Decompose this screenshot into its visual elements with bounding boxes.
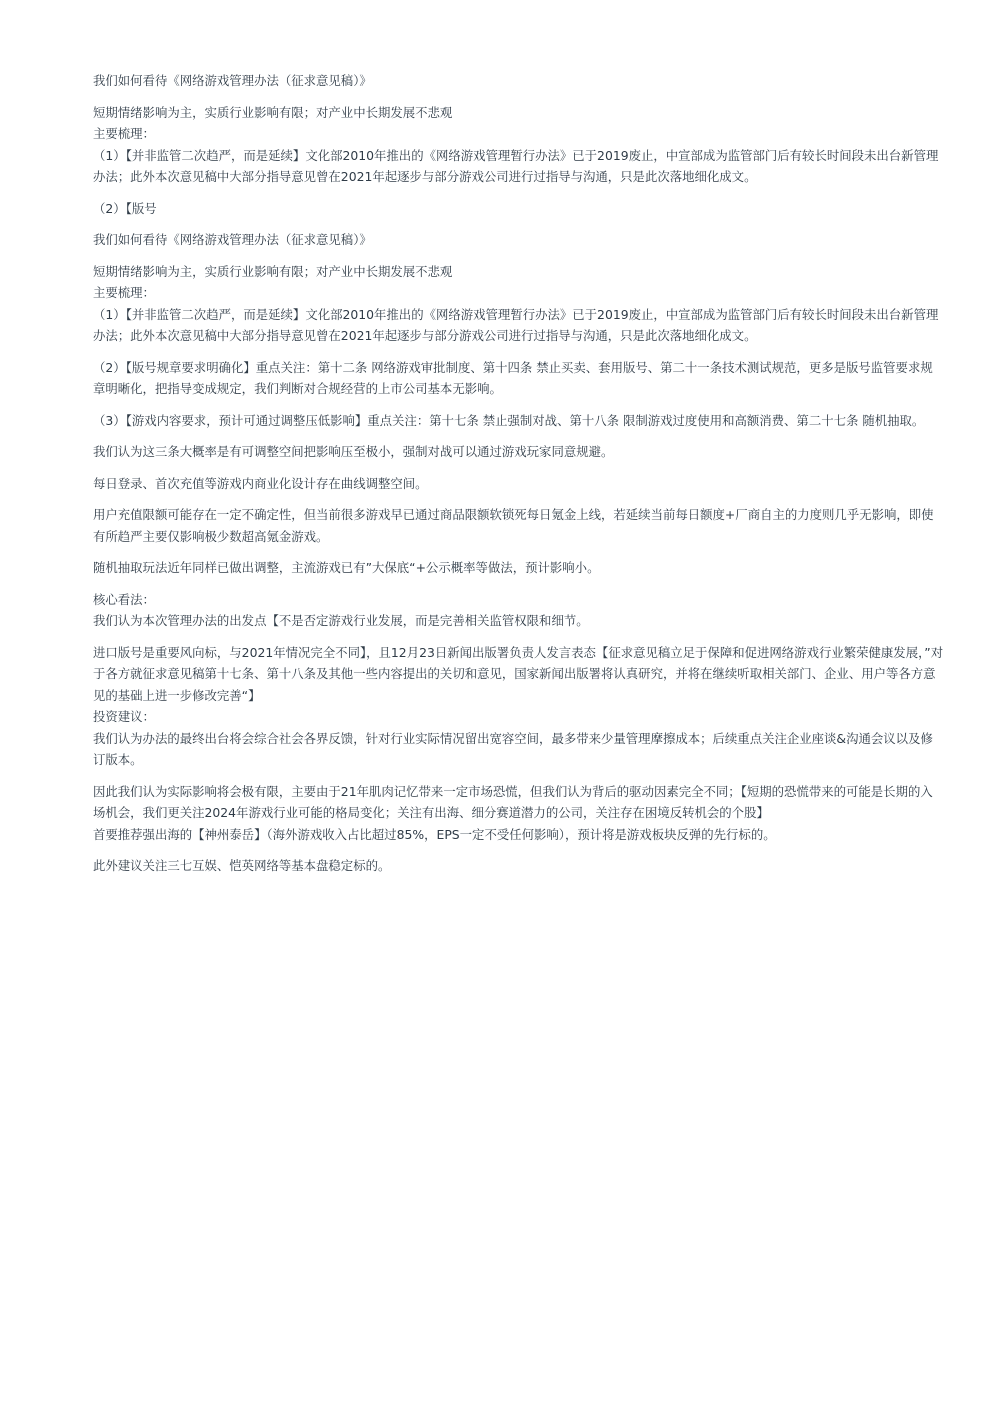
body-paragraph: 我们认为这三条大概率是有可调整空间把影响压至极小，强制对战可以通过游戏玩家同意规避。: [93, 444, 614, 459]
summary-paragraph: 短期情绪影响为主，实质行业影响有限；对产业中长期发展不悲观: [93, 104, 453, 120]
point-paragraph: （3）【游戏内容要求，预计可通过调整压低影响】重点关注：第十七条 禁止强制对战、第十八条 限制游戏过度使用和高额消费、第二十七条 随机抽取。: [93, 412, 925, 428]
point-paragraph: （1）【并非监管二次趋严，而是延续】文化部2010年推出的《网络游戏管理暂行办法》已于2019废止，中宣部成为监管部门后有较长时间段未出台新管理办法；此外本次意见稿中大部分指导意见曾在2021年起逐步与部分游戏公司进行过指导与沟通，只是此次落地细化成文。: [93, 147, 939, 184]
body-paragraph: 因此我们认为实际影响将会极有限，主要由于21年肌肉记忆带来一定市场恐慌，但我们认为背后的驱动因素完全不同；【短期的恐慌带来的可能是长期的入场机会，我们更关注2024年游戏行业可能的格局变化；关注有出海、细分赛道潜力的公司，关注存在困境反转机会的个股】: [93, 783, 933, 820]
section-label: 主要梳理：: [93, 126, 155, 141]
section-label: 主要梳理：: [93, 285, 155, 300]
body-paragraph: 随机抽取玩法近年同样已做出调整，主流游戏已有”大保底“+公示概率等做法，预计影响小。: [93, 560, 600, 575]
body-paragraph: 进口版号是重要风向标，与2021年情况完全不同】，且12月23日新闻出版署负责人发言表态【征求意见稿立足于保障和促进网络游戏行业繁荣健康发展，”对于各方就征求意见稿第十七条、第十八条及其他一些内容提出的关切和意见，国家新闻出版署将认真研究，并将在继续听取相关部门、企业、用户等各方意见的基础上进一步修改完善“】: [93, 644, 944, 703]
document-body: [93, 70, 945, 877]
body-paragraph: 我们认为办法的最终出台将会综合社会各界反馈，针对行业实际情况留出宽容空间，最多带来少量管理摩擦成本；后续重点关注企业座谈&沟通会议以及修订版本。: [93, 730, 933, 767]
point-paragraph: （1）【并非监管二次趋严，而是延续】文化部2010年推出的《网络游戏管理暂行办法》已于2019废止，中宣部成为监管部门后有较长时间段未出台新管理办法；此外本次意见稿中大部分指导意见曾在2021年起逐步与部分游戏公司进行过指导与沟通，只是此次落地细化成文。: [93, 306, 939, 343]
point-paragraph: （2）【版号: [93, 200, 157, 216]
body-paragraph: 每日登录、首次充值等游戏内商业化设计存在曲线调整空间。: [93, 475, 428, 491]
heading-paragraph: 我们如何看待《网络游戏管理办法（征求意见稿）》: [93, 73, 372, 88]
section-label: 核心看法：: [93, 591, 155, 607]
body-paragraph: 首要推荐强出海的【神州泰岳】（海外游戏收入占比超过85%，EPS一定不受任何影响），预计将是游戏板块反弹的先行标的。: [93, 826, 776, 842]
summary-paragraph: 短期情绪影响为主，实质行业影响有限；对产业中长期发展不悲观: [93, 263, 453, 279]
heading-paragraph: 我们如何看待《网络游戏管理办法（征求意见稿）》: [93, 232, 372, 247]
body-paragraph: 用户充值限额可能存在一定不确定性，但当前很多游戏早已通过商品限额软锁死每日氪金上线，若延续当前每日额度+厂商自主的力度则几乎无影响，即使有所趋严主要仅影响极少数超高氪金游戏。: [93, 507, 934, 544]
section-label: 投资建议：: [93, 709, 155, 724]
body-paragraph: 此外建议关注三七互娱、恺英网络等基本盘稳定标的。: [93, 858, 391, 873]
body-paragraph: 我们认为本次管理办法的出发点【不是否定游戏行业发展，而是完善相关监管权限和细节。: [93, 613, 589, 628]
point-paragraph: （2）【版号规章要求明确化】重点关注：第十二条 网络游戏审批制度、第十四条 禁止买卖、套用版号、第二十一条技术测试规范，更多是版号监管要求规章明晰化，把指导变成规定，我们判断对合规经营的上市公司基本无影响。: [93, 359, 933, 396]
